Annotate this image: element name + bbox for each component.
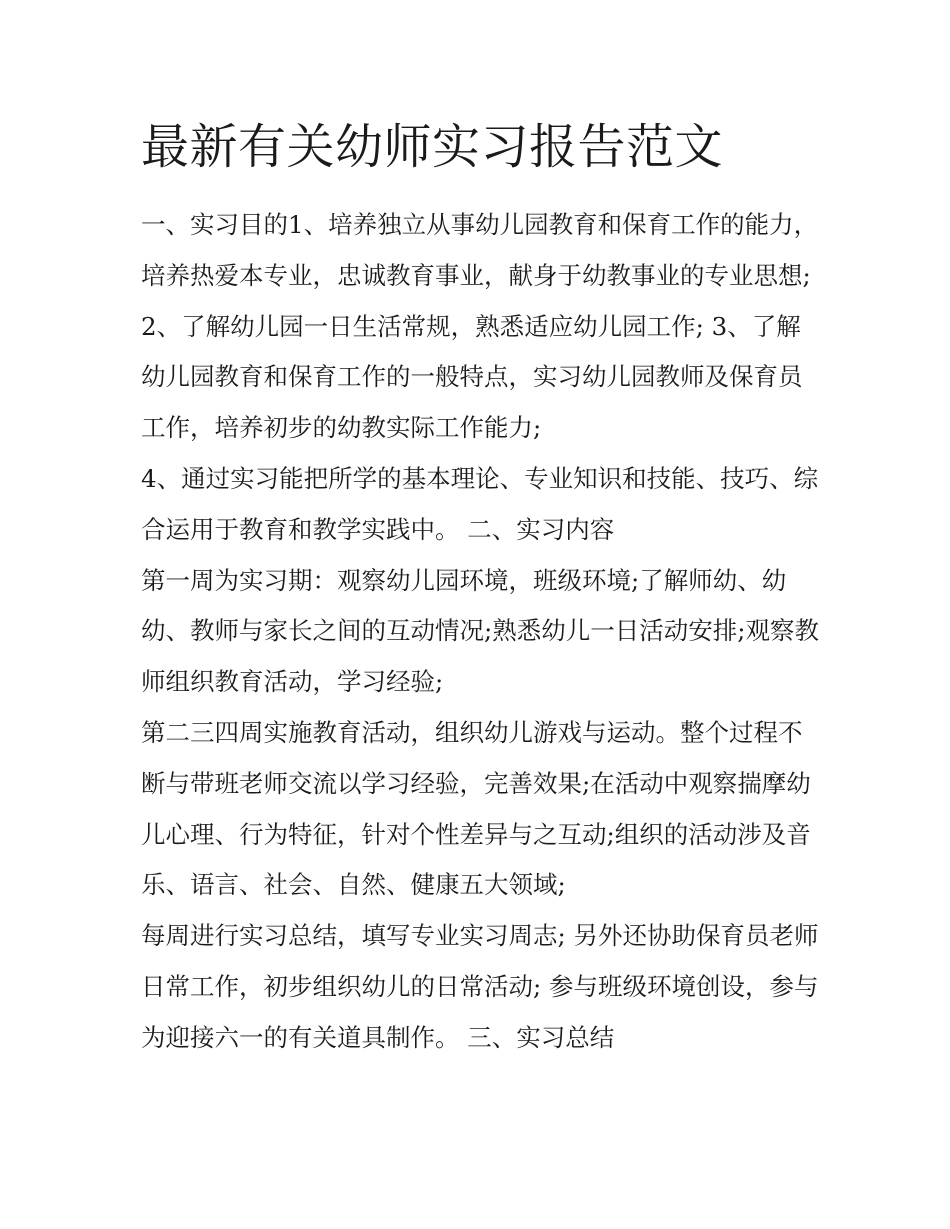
- document-body: [141, 200, 821, 1064]
- paragraph-objectives: 一、实习目的1、培养独立从事幼儿园教育和保育工作的能力，培养热爱本专业，忠诚教育事业，献身于幼教事业的专业思想;: [141, 210, 819, 290]
- paragraph-week-one: 第一周为实习期：观察幼儿园环境，班级环境;了解师幼、幼幼、教师与家长之间的互动情况;熟悉幼儿一日活动安排;观察教师组织教育活动，学习经验;: [141, 565, 820, 697]
- paragraph-weekly-summary: 每周进行实习总结，填写专业实习周志; 另外还协助保育员老师日常工作，初步组织幼儿的日常活动; 参与班级环境创设，参与为迎接六一的有关道具制作。 三、实习总结: [141, 921, 819, 1052]
- paragraph-theory-practice: 4、通过实习能把所学的基本理论、专业知识和技能、技巧、综合运用于教育和教学实践中。 二、实习内容: [141, 463, 819, 544]
- document-title: 最新有关幼师实习报告范文: [141, 119, 724, 175]
- paragraph-weeks-two-to-four: 第二三四周实施教育活动，组织幼儿游戏与运动。整个过程不断与带班老师交流以学习经验，完善效果;在活动中观察揣摩幼儿心理、行为特征，针对个性差异与之互动;组织的活动涉及音乐、语言、社会、自然、健康五大领域;: [141, 717, 811, 900]
- document-content: [141, 112, 821, 1064]
- paragraph-routine: 2、了解幼儿园一日生活常规，熟悉适应幼儿园工作; 3、了解幼儿园教育和保育工作的一般特点，实习幼儿园教师及保育员工作，培养初步的幼教实际工作能力;: [141, 311, 803, 443]
